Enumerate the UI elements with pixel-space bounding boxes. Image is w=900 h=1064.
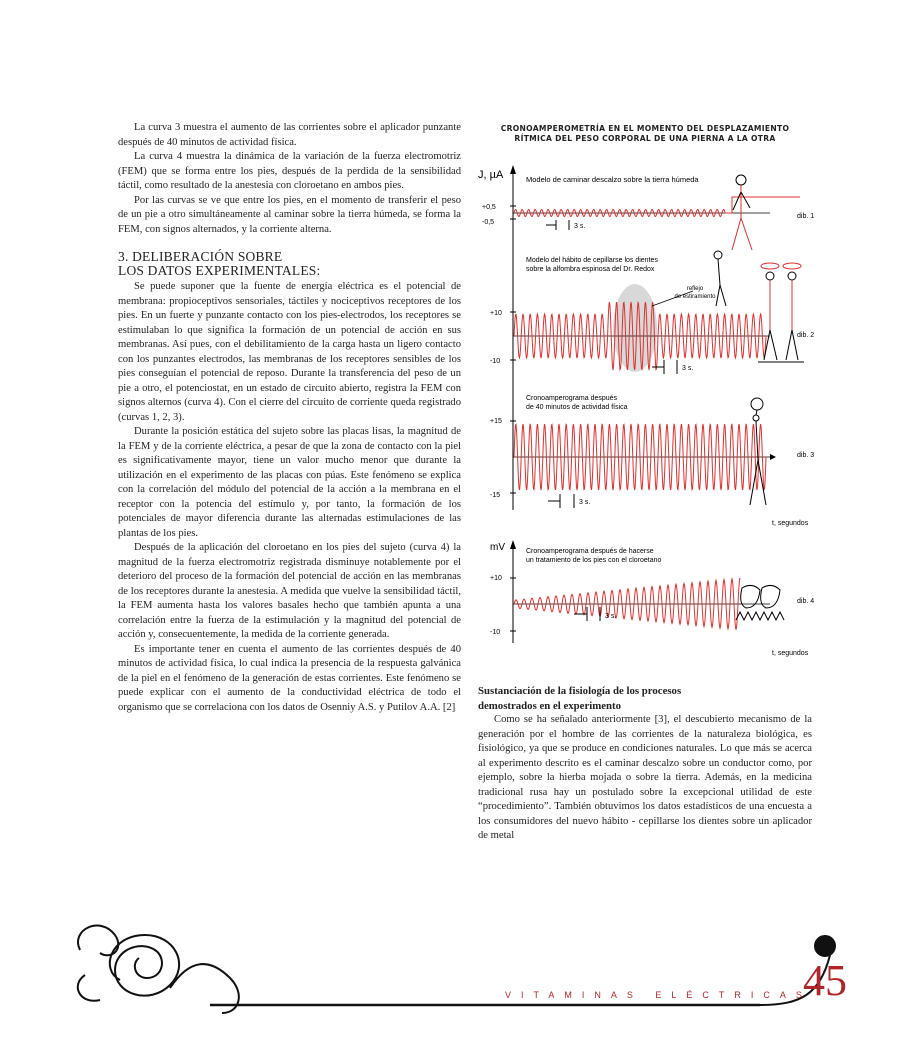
feet-on-spikes-icon: [736, 585, 784, 620]
y-tick-label: -10: [490, 629, 501, 636]
subsection-heading-line: demostrados en el experimento: [478, 699, 622, 712]
subsection-heading-line: Sustanciación de la fisiología de los procesos: [478, 685, 682, 697]
y-tick-label: -15: [490, 492, 501, 499]
section-heading-line: 3. DELIBERACIÓN SOBRE: [118, 249, 283, 264]
paragraph: La curva 3 muestra el aumento de las corrientes sobre el aplicador punzante después de 40 minutos de actividad física.: [118, 122, 461, 148]
y-unit-label: mV: [490, 542, 505, 553]
left-column: [118, 121, 461, 715]
toothbrush-figure-icon: [714, 251, 804, 362]
paragraph: La curva 4 muestra la dinámica de la variación de la fuerza electromotriz (FEM) que se forma entre los pies, después de la perdida de la sensibilidad táctil, como resultado de la anestesia con cloroetano en ambos pies.: [118, 151, 461, 191]
annotation: reflejo: [686, 286, 704, 292]
paragraph: Es importante tener en cuenta el aumento de las corrientes después de 40 minutos de actividad física, lo cual indica la presencia de la respuesta galvánica de la piel en el fenómeno de la generación de estas corrientes. Este fenómeno se puede explicar con el aumento de la conductividad eléctrica de todo el organismo que se correlaciona con los datos de Osenniy A.S. y Putilov A.A. [2]: [118, 643, 461, 713]
y-tick-label: +0,5: [482, 204, 496, 211]
page-number: 45: [803, 956, 847, 1005]
section-heading-line: LOS DATOS EXPERIMENTALES:: [118, 263, 321, 278]
y-tick-label: -10: [490, 358, 501, 365]
panel-label: dib. 3: [797, 452, 815, 459]
walking-figure-icon: [732, 175, 752, 250]
y-tick-label: -0,5: [482, 219, 495, 226]
chronoamperometry-figure: [470, 160, 815, 665]
figure-title-line: CRONOAMPEROMETRÍA EN EL MOMENTO DEL DESPLAZAMIENTO: [500, 124, 790, 133]
footer-ornament: [60, 910, 840, 1020]
x-axis-label: t, segundos: [772, 650, 809, 657]
paragraph: Por las curvas se ve que entre los pies, en el momento de transferir el peso de un pie a otro simultáneamente al caminar sobre la tierra húmeda, se forma la FEM, con signos alternados, y la corriente alterna.: [118, 194, 461, 235]
panel-caption: Modelo de caminar descalzo sobre la tierra húmeda: [526, 175, 699, 184]
paragraph: Durante la posición estática del sujeto sobre las placas lisas, la magnitud de la FEM y de la corriente eléctrica, a pesar de que la zona de contacto con la piel es significativamente mayor, tiene un valor mucho menor que durante la utilización en el experimento de las placas con púas. Este fenómeno se explica con la correlación del módulo del potencial de la acción a la membrana en el receptor con la potencia del estímulo y, por tanto, la formación de los potenciales de mayor diferencia durante las alternadas estimulaciones de las plantas de los pies.: [118, 426, 461, 539]
subsection: [478, 684, 812, 844]
y-tick-label: +15: [490, 418, 502, 425]
panel-caption: Modelo del hábito de cepillarse los dientes: [526, 257, 658, 264]
weightlifter-figure-icon: [750, 398, 766, 505]
section-heading: [118, 250, 461, 278]
panel-caption: Cronoamperograma después de hacerse: [526, 548, 654, 555]
subsection-heading: [478, 684, 812, 713]
paragraph: Después de la aplicación del cloroetano en los pies del sujeto (curva 4) la magnitud de la fuerza electromotriz registrada disminuye notablemente por el deterioro del proceso de la formación del potencial de acción en las membranas de los receptores durante la anestesia. A medida que vuelve la sensibilidad táctil, la FEM aumenta hasta los valores basales hecho que también apunta a una correlación entre la fuerza de la estimulación y la magnitud del potencial de acción y, consecuentemente, la medida de la corriente generada.: [118, 542, 461, 640]
figure-title-line: RÍTMICA DEL PESO CORPORAL DE UNA PIERNA A LA OTRA: [514, 134, 776, 143]
running-title: VITAMINAS ELÉCTRICAS: [505, 990, 812, 1000]
panel-caption: de 40 minutos de actividad física: [526, 404, 628, 411]
panel-caption: sobre la alfombra espinosa del Dr. Redox: [526, 266, 655, 273]
paragraph: Se puede suponer que la fuente de energía eléctrica es el potencial de membrana: propioceptivos sensoriales, táctiles y nociceptivos receptores de los pies. En un fuerte y punzante contacto con los pies-electrodos, los receptores se estimulaban lo que significa la formación de un potencial de acción en sus membranas. Así pues, con el debilitamiento de la carga hasta un ligero contacto con los punzantes electrodos, las membranas de los receptores sensibles de los pies conseguían el potencial de reposo. Durante la transferencia del peso de un pie a otro, el potenciostat, en un estado de circuito abierto, registra la FEM con signos alternos (curva 4). Con el cierre del circuito de corriente queda registrado (curvas 1, 2, 3).: [118, 281, 461, 423]
y-unit-label: J, µA: [478, 169, 504, 181]
time-marker: 3 s.: [605, 613, 617, 620]
y-tick-label: +10: [490, 575, 502, 582]
panel-caption: un tratamiento de los pies con el cloroetano: [526, 557, 662, 564]
panel-label: dib. 1: [797, 213, 815, 220]
y-tick-label: +10: [490, 310, 502, 317]
time-marker: 3 s.: [579, 499, 591, 506]
figure-title: [478, 124, 812, 144]
x-axis-label: t, segundos: [772, 520, 809, 527]
paragraph: Como se ha señalado anteriormente [3], el descubierto mecanismo de la generación por el hombre de las corrientes de la naturaleza biológica, es fisiológico, ya que se produce en condiciones naturales. Lo que más se acerca al experimento descrito es el caminar descalzo sobre un conductor como, por ejemplo, sobre la hierba mojada o sobre la tierra. Además, en la medicina tradicional rusa hay un postulado sobre la excepcional utilidad de este “procedimiento”. También obtuvimos los datos estadísticos de una encuesta a los consumidores del nuevo hábito - cepillarse los dientes sobre un aplicador de metal: [478, 714, 812, 841]
panel-label: dib. 2: [797, 332, 815, 339]
panel-label: dib. 4: [797, 598, 815, 605]
panel-caption: Cronoamperograma después: [526, 395, 618, 402]
time-marker: 3 s.: [574, 223, 586, 230]
time-marker: 3 s.: [682, 365, 694, 372]
annotation: de estiramiento: [674, 294, 716, 300]
